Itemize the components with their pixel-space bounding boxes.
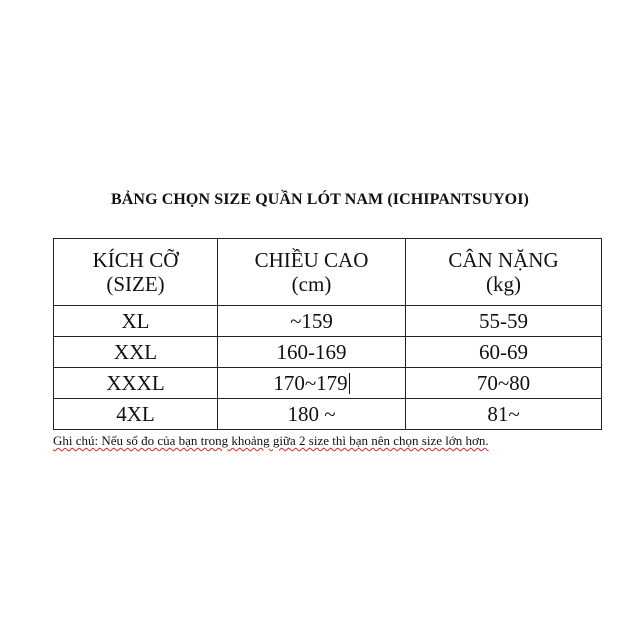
- note-label: Ghi chú: [53, 433, 95, 448]
- cell-size: XL: [54, 306, 218, 337]
- header-height-line2: (cm): [291, 272, 332, 296]
- header-weight-line2: (kg): [486, 272, 521, 296]
- table-row: [54, 368, 602, 399]
- header-size: [54, 239, 218, 306]
- note: [53, 433, 489, 449]
- header-size-line1: KÍCH CỠ: [92, 247, 179, 272]
- cell-size: XXXL: [54, 368, 218, 399]
- header-weight-line1: CÂN NẶNG: [448, 247, 559, 272]
- cell-height: 170~179: [273, 370, 348, 395]
- cell-height: 180 ~: [218, 399, 406, 430]
- cell-size: XXL: [54, 337, 218, 368]
- size-table: [53, 238, 602, 430]
- header-weight: [406, 239, 602, 306]
- cell-weight: 55-59: [406, 306, 602, 337]
- chart-title: BẢNG CHỌN SIZE QUẦN LÓT NAM (ICHIPANTSUYOI): [111, 191, 529, 208]
- cell-height: 160-169: [218, 337, 406, 368]
- table-row: [54, 306, 602, 337]
- cell-weight: 60-69: [406, 337, 602, 368]
- cell-height: ~159: [218, 306, 406, 337]
- cell-height-with-cursor[interactable]: [218, 368, 406, 399]
- cell-size: 4XL: [54, 399, 218, 430]
- table-row: [54, 337, 602, 368]
- header-size-line2: (SIZE): [106, 272, 165, 296]
- header-height-line1: CHIỀU CAO: [254, 247, 369, 272]
- header-height: [218, 239, 406, 306]
- text-cursor: [349, 373, 350, 394]
- cell-weight: 70~80: [406, 368, 602, 399]
- table-header-row: [54, 239, 602, 306]
- cell-weight: 81~: [406, 399, 602, 430]
- table-row: [54, 399, 602, 430]
- note-text: : Nếu số đo của bạn trong khoảng giữa 2 size thì bạn nên chọn size lớn hơn.: [94, 433, 489, 448]
